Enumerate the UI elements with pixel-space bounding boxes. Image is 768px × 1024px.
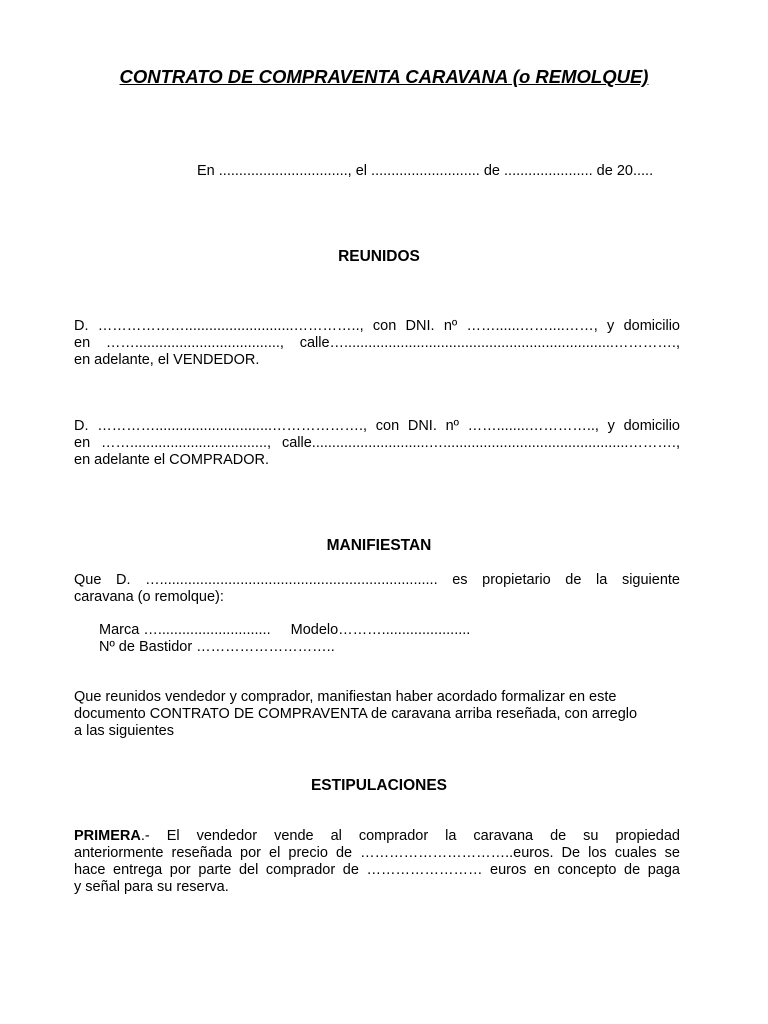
primera-line-1	[74, 828, 680, 845]
heading-estipulaciones: ESTIPULACIONES	[310, 777, 448, 794]
owner-line-1: Que D. …..................................................................... es propietario de la siguiente	[74, 572, 680, 588]
closing-line-3: a las siguientes	[74, 723, 174, 739]
buyer-line-3: en adelante el COMPRADOR.	[74, 452, 270, 468]
primera-line-1-text: .- El vendedor vende al comprador la caravana de su propiedad	[140, 828, 680, 844]
manifiestan-closing	[74, 689, 680, 740]
closing-line-2: documento CONTRATO DE COMPRAVENTA de caravana arriba reseñada, con arreglo	[74, 706, 638, 722]
vehicle-model: Modelo………......................	[290, 622, 471, 638]
seller-line-3: en adelante, el VENDEDOR.	[74, 352, 260, 368]
vehicle-chassis: Nº de Bastidor ………………………..	[99, 639, 335, 655]
buyer-line-2: en …….................................., calle.............................…..............................................……….,	[74, 435, 680, 451]
seller-block	[74, 318, 680, 369]
document-title: CONTRATO DE COMPRAVENTA CARAVANA (o REMOLQUE)	[119, 66, 649, 87]
clause-primera	[74, 828, 680, 896]
vehicle-details	[99, 622, 470, 656]
seller-line-2: en ……...................................., calle…...................................................................………….,	[74, 335, 680, 351]
primera-label: PRIMERA	[74, 828, 141, 844]
seller-line-1: D. ………………...........................………….., con DNI. nº ……......……....……, y domicilio	[74, 318, 680, 334]
vehicle-brand-model	[99, 622, 470, 639]
primera-line-3: hace entrega por parte del comprador de …………………… euros en concepto de paga	[74, 862, 680, 878]
date-place-line: En ................................, el ........................... de ...................... de 20.....	[197, 163, 654, 179]
manifiestan-intro	[74, 572, 680, 606]
primera-line-4: y señal para su reserva.	[74, 879, 229, 895]
owner-line-2: caravana (o remolque):	[74, 589, 224, 605]
buyer-line-1: D. ………….............................………………., con DNI. nº ……........………….., y domicilio	[74, 418, 680, 434]
vehicle-brand: Marca …............................	[99, 622, 271, 638]
buyer-block	[74, 418, 680, 469]
heading-manifiestan: MANIFIESTAN	[326, 537, 432, 554]
heading-reunidos: REUNIDOS	[338, 248, 420, 265]
closing-line-1: Que reunidos vendedor y comprador, manifiestan haber acordado formalizar en este	[74, 689, 617, 705]
primera-line-2: anteriormente reseñada por el precio de …………………………..euros. De los cuales se	[74, 845, 680, 861]
